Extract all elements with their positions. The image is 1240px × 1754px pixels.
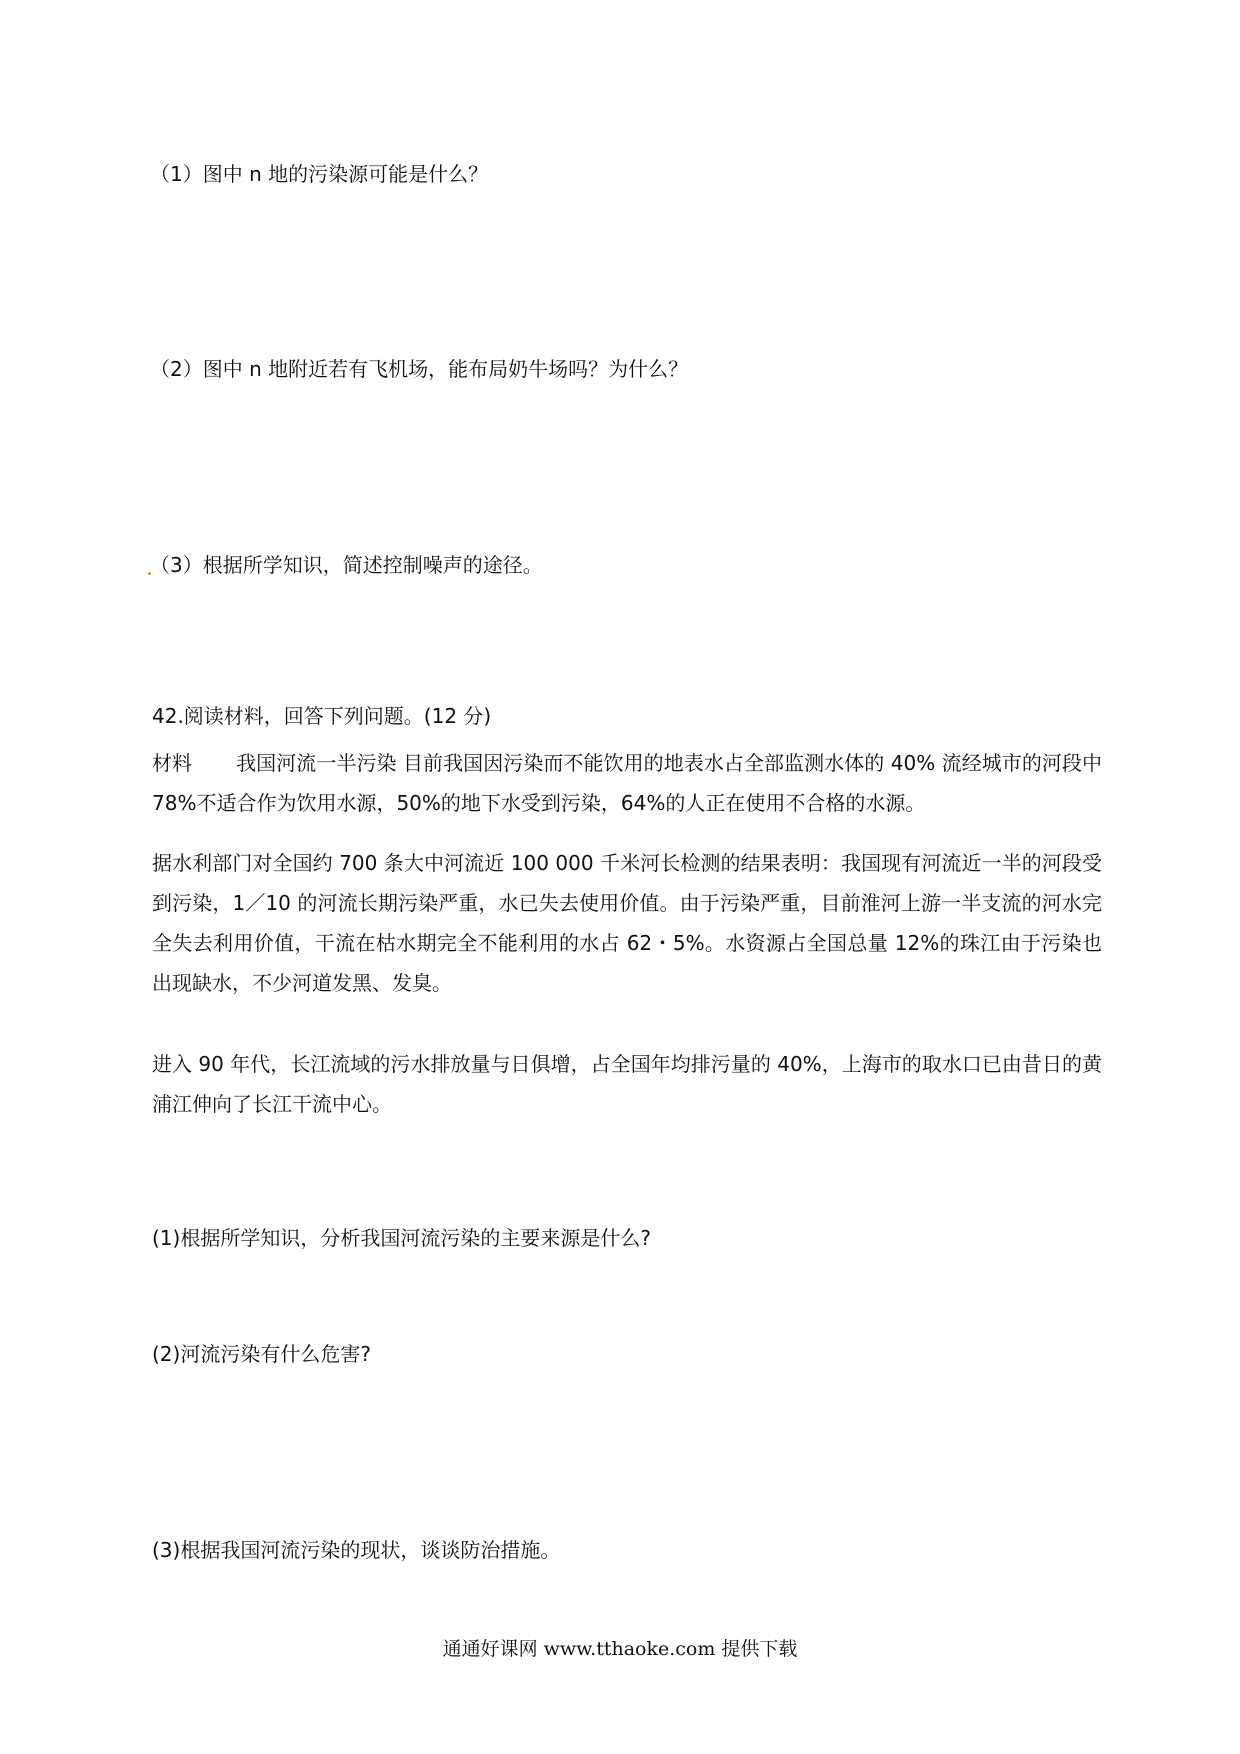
question-42-title: 42.阅读材料，回答下列问题。(12 分) <box>152 704 492 728</box>
material-text: 我国河流一半污染 目前我国因污染而不能饮用的地表水占全部监测水体的 40% 流经城市的河段中 78%不适合作为饮用水源，50%的地下水受到污染，64%的人正在使用不合格的水源。 <box>152 751 1103 815</box>
page-footer: 通通好课网 www.tthaoke.com 提供下载 <box>442 1638 798 1660</box>
survey-paragraph: 据水利部门对全国约 700 条大中河流近 100 000 千米河长检测的结果表明：我国现有河流近一半的河段受到污染，1／10 的河流长期污染严重，水已失去使用价值。由于污染严重，目前淮河上游一半支流的河水完全失去利用价值，干流在枯水期完全不能利用的水占 62・5%。水资源占全国总量 12%的珠江由于污染也出现缺水，不少河道发黑、发臭。 <box>152 851 1102 995</box>
question-41-part-1: （1）图中 n 地的污染源可能是什么？ <box>150 162 489 186</box>
question-41-part-2: （2）图中 n 地附近若有飞机场，能布局奶牛场吗？为什么？ <box>150 357 689 381</box>
question-42-part-1: (1)根据所学知识，分析我国河流污染的主要来源是什么? <box>152 1226 651 1250</box>
question-41-part-3: （3）根据所学知识，简述控制噪声的途径。 <box>150 553 543 577</box>
material-label: 材料 <box>152 751 193 775</box>
nineties-paragraph: 进入 90 年代，长江流域的污水排放量与日俱增，占全国年均排污量的 40%，上海市的取水口已由昔日的黄浦江伸向了长江干流中心。 <box>152 1052 1102 1116</box>
material-paragraph <box>152 743 1102 823</box>
question-42-part-2: (2)河流污染有什么危害? <box>152 1342 371 1366</box>
question-42-part-3: (3)根据我国河流污染的现状，谈谈防治措施。 <box>152 1538 561 1562</box>
